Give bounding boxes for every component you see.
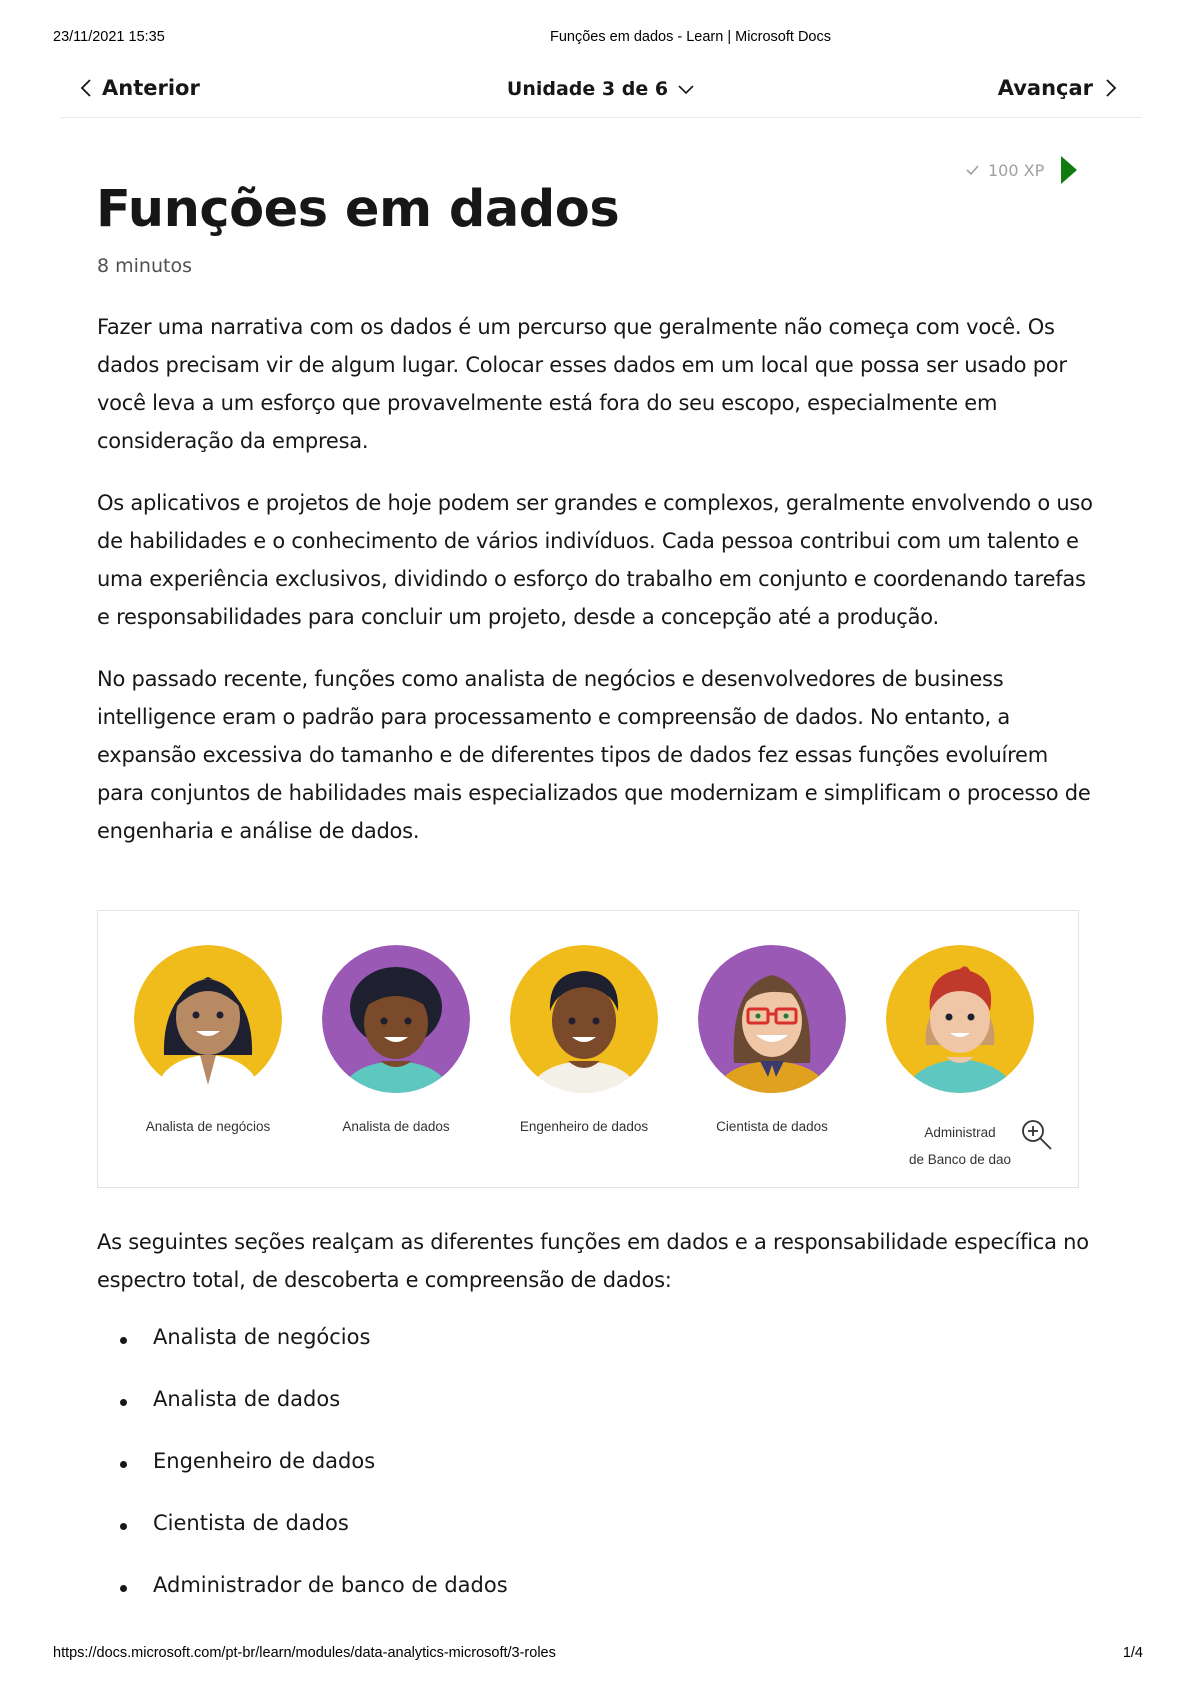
persona-label: Engenheiro de dados [519,1119,649,1134]
paragraph: No passado recente, funções como analista de negócios e desenvolvedores de business intelligence eram o padrão para processamento e compreensão de dados. No entanto, a expansão excessiva do tamanho e de diferentes tipos de dados fez essas funções evoluírem para conjuntos de habilidades mais especializados que modernizam e simplificam o processo de engenharia e análise de dados. [97,667,1091,843]
persona-label-line2: de Banco de dao [908,1152,1012,1167]
list-item [120,1573,508,1635]
list-item [120,1387,508,1449]
print-datetime: 23/11/2021 15:35 [53,29,165,45]
list-intro: As seguintes seções realçam as diferentes funções em dados e a responsabilidade específica no espectro total, de descoberta e compreensão de dados: [97,1230,1089,1292]
persona-illustration [322,945,470,1093]
bullet-icon [120,1399,127,1406]
chevron-down-icon [677,84,695,95]
bullet-icon [120,1585,127,1592]
list-item [120,1511,508,1573]
unit-dropdown[interactable] [507,78,695,100]
persona-label: Analista de dados [342,1119,450,1134]
avatar-database-administrator [886,945,1034,1093]
avatar-data-engineer [510,945,658,1093]
print-footer [0,1645,1191,1665]
list-item [120,1449,508,1511]
role-name: Administrador de banco de dados [153,1573,508,1597]
roles-figure [97,910,1079,1188]
play-icon[interactable] [1061,156,1077,184]
xp-indicator [966,156,1077,184]
role-name: Engenheiro de dados [153,1449,376,1473]
bullet-icon [120,1523,127,1530]
duration: 8 minutos [97,255,192,277]
print-page-title: Funções em dados - Learn | Microsoft Docs [550,29,831,45]
article-body [97,308,1097,874]
persona-illustration [134,945,282,1093]
roles-list [120,1325,508,1635]
persona-illustration [510,945,658,1093]
persona-label: Analista de negócios [145,1119,271,1134]
next-button[interactable] [998,76,1117,100]
avatar-data-scientist [698,945,846,1093]
role-name: Analista de dados [153,1387,341,1411]
role-name: Cientista de dados [153,1511,349,1535]
persona-label: Cientista de dados [716,1119,828,1134]
page-number: 1/4 [1122,1645,1143,1661]
persona-illustration [698,945,846,1093]
avatar-business-analyst [134,945,282,1093]
zoom-in-icon[interactable] [1020,1118,1054,1152]
page-url: https://docs.microsoft.com/pt-br/learn/modules/data-analytics-microsoft/3-roles [53,1645,556,1661]
bullet-icon [120,1337,127,1344]
persona-illustration [886,945,1034,1093]
bullet-icon [120,1461,127,1468]
check-icon [966,165,979,175]
list-item [120,1325,508,1387]
print-header [0,29,1191,49]
next-label: Avançar [997,76,1093,100]
unit-label: Unidade 3 de 6 [506,78,669,100]
role-name: Analista de negócios [153,1325,371,1349]
persona-label-line1: Administrad [924,1125,996,1140]
previous-label: Anterior [102,76,200,100]
chevron-right-icon [1105,78,1117,98]
paragraph: Fazer uma narrativa com os dados é um percurso que geralmente não começa com você. Os dados precisam vir de algum lugar. Colocar esses dados em um local que possa ser usado por você leva a um esforço que provavelmente está fora do seu escopo, especialmente em consideração da empresa. [97,315,1067,453]
xp-label: 100 XP [988,160,1045,180]
page-title: Funções em dados [96,180,620,239]
unit-selector [60,78,1142,100]
avatar-data-analyst [322,945,470,1093]
paragraph: Os aplicativos e projetos de hoje podem ser grandes e complexos, geralmente envolvendo o uso de habilidades e o conhecimento de vários indivíduos. Cada pessoa contribui com um talento e uma experiência exclusivos, dividindo o esforço do trabalho em conjunto e coordenando tarefas e responsabilidades para concluir um projeto, desde a concepção até a produção. [97,491,1093,629]
unit-navigation [60,70,1142,118]
